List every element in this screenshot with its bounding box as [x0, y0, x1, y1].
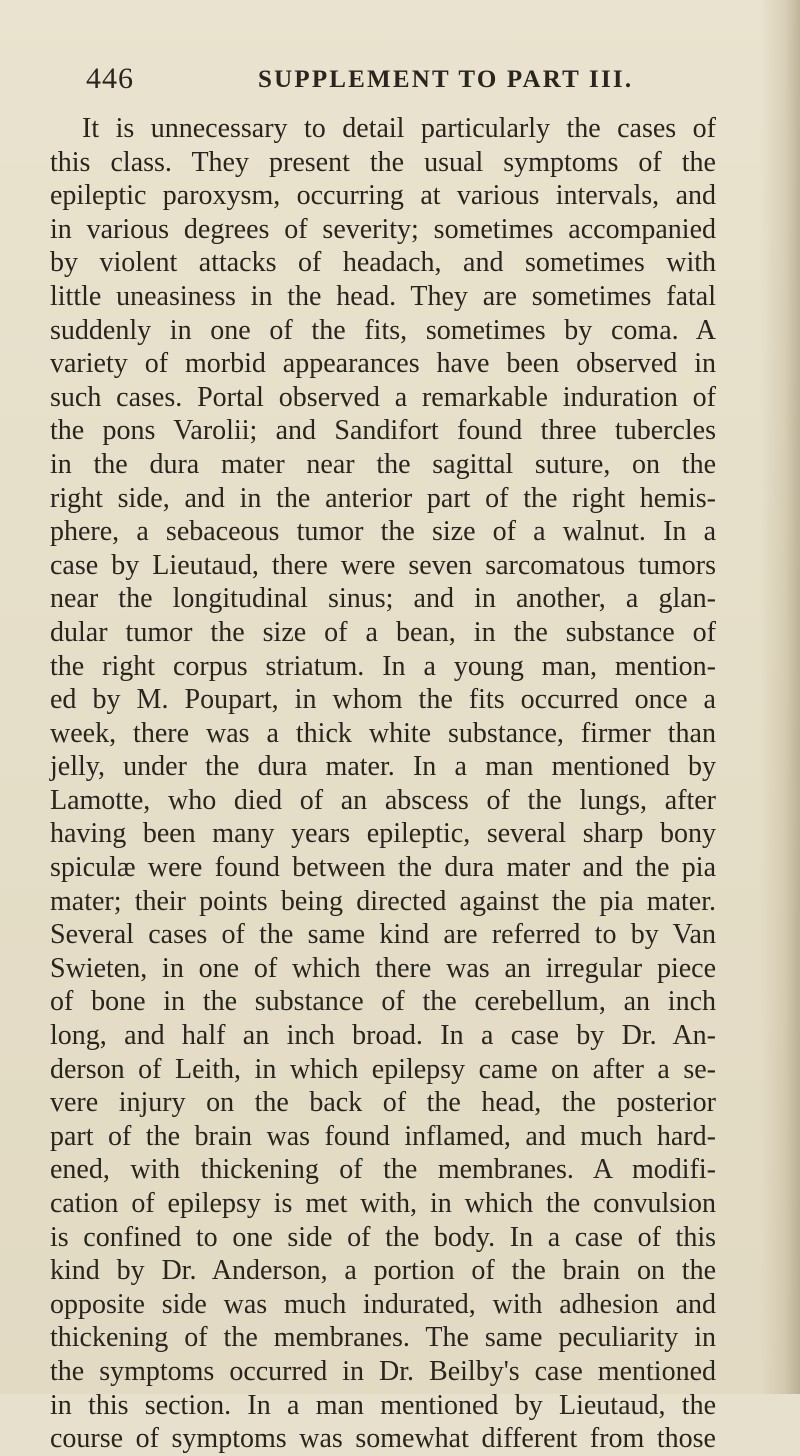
text-line: long, and half an inch broad. In a case by Dr. An- — [50, 1020, 716, 1052]
text-line: by violent attacks of headach, and sometimes with — [50, 247, 716, 279]
text-line: part of the brain was found inflamed, and much hard- — [50, 1120, 716, 1152]
running-title: SUPPLEMENT TO PART III. — [258, 66, 634, 93]
text-line: cation of epilepsy is met with, in which the convulsion — [50, 1188, 716, 1219]
text-line: mater; their points being directed against the pia mater. — [50, 885, 716, 917]
text-line: such cases. Portal observed a remarkable induration of — [50, 381, 716, 413]
text-line: thickening of the membranes. The same peculiarity in — [50, 1322, 716, 1354]
text-line: right side, and in the anterior part of the right hemis- — [50, 482, 716, 514]
text-line: case by Lieutaud, there were seven sarcomatous tumors — [50, 549, 716, 581]
body-paragraph — [50, 112, 716, 1456]
text-line: ened, with thickening of the membranes. A modifi- — [50, 1154, 716, 1186]
text-line: spiculæ were found between the dura mater and the pia — [50, 852, 716, 884]
text-line: vere injury on the back of the head, the posterior — [50, 1087, 716, 1119]
text-line: near the longitudinal sinus; and in another, a glan- — [50, 583, 716, 615]
text-line: the symptoms occurred in Dr. Beilby's case mentioned — [50, 1355, 716, 1387]
text-line: Several cases of the same kind are referred to by Van — [50, 919, 716, 951]
text-line: of bone in the substance of the cerebellum, an inch — [50, 986, 716, 1018]
text-line: is confined to one side of the body. In a case of this — [50, 1221, 716, 1253]
text-line: little uneasiness in the head. They are sometimes fatal — [50, 280, 716, 312]
text-line: this class. They present the usual symptoms of the — [50, 146, 716, 178]
text-line: the right corpus striatum. In a young man, mention- — [50, 650, 716, 682]
text-line: in this section. In a man mentioned by Lieutaud, the — [50, 1389, 716, 1421]
text-line: It is unnecessary to detail particularly the cases of — [82, 113, 716, 144]
text-line: the pons Varolii; and Sandifort found three tubercles — [50, 415, 716, 447]
text-line: kind by Dr. Anderson, a portion of the brain on the — [50, 1255, 716, 1287]
text-line: jelly, under the dura mater. In a man mentioned by — [50, 751, 716, 783]
text-line: opposite side was much indurated, with adhesion and — [50, 1288, 716, 1320]
running-head — [86, 62, 726, 98]
text-line: having been many years epileptic, several sharp bony — [50, 818, 716, 850]
text-line: week, there was a thick white substance, firmer than — [50, 717, 716, 749]
text-line: suddenly in one of the fits, sometimes by coma. A — [50, 314, 716, 346]
text-line: variety of morbid appearances have been observed in — [50, 348, 716, 380]
text-line: in the dura mater near the sagittal suture, on the — [50, 448, 716, 480]
text-line: course of symptoms was somewhat different from those — [50, 1423, 716, 1455]
text-line: Swieten, in one of which there was an irregular piece — [50, 952, 716, 984]
text-line: derson of Leith, in which epilepsy came on after a se- — [50, 1053, 716, 1085]
text-line: ed by M. Poupart, in whom the fits occurred once a — [50, 684, 716, 716]
text-line: epileptic paroxysm, occurring at various intervals, and — [50, 180, 716, 212]
text-line: dular tumor the size of a bean, in the substance of — [50, 616, 716, 648]
text-line: Lamotte, who died of an abscess of the lungs, after — [50, 784, 716, 816]
text-line: in various degrees of severity; sometimes accompanied — [50, 213, 716, 245]
page-number: 446 — [86, 62, 134, 95]
text-line: phere, a sebaceous tumor the size of a walnut. In a — [50, 516, 716, 548]
